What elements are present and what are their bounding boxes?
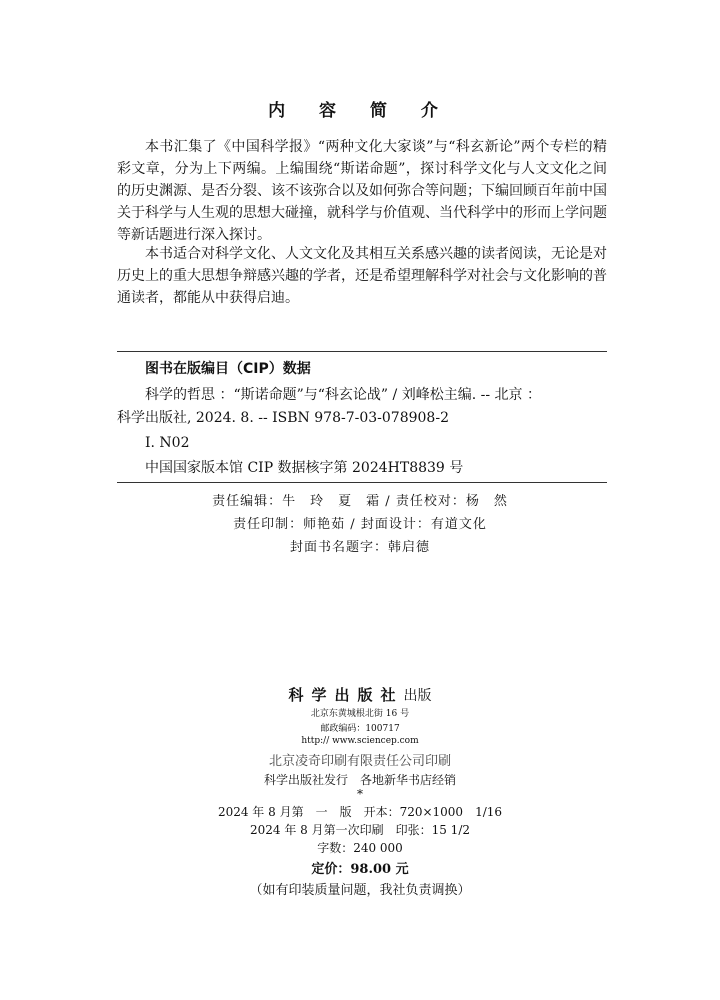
separator-star: * [357,787,363,801]
intro-paragraph-1: 本书汇集了《中国科学报》“两种文化大家谈”与“科玄新论”两个专栏的精彩文章，分为上下两编。上编围绕“斯诺命题”，探讨科学文化与人文文化之间的历史渊源、是否分裂、该不该弥合以及如何弥合等问题；下编回顾百年前中国关于科学与人生观的思想大碰撞，就科学与价值观、当代科学中的形而上学问题等新话题进行深入探讨。 [117,139,607,243]
credits-line-1: 责任编辑：牛 玲 夏 霜 / 责任校对：杨 然 [212,494,508,509]
publisher-address: 北京东黄城根北街 16 号 [310,709,410,719]
cip-line-4: 中国国家版本馆 CIP 数据核字第 2024HT8839 号 [145,460,464,476]
credits-line-3: 封面书名题字：韩启德 [289,540,430,555]
publisher-suffix: 出版 [403,688,432,704]
publisher-website: http:// www.sciencep.com [301,736,419,746]
publisher-name [0,684,720,705]
distribution-line: 科学出版社发行 各地新华书店经销 [263,773,456,787]
cip-line-2: 科学出版社, 2024. 8. -- ISBN 978-7-03-078908-2 [117,410,449,426]
publisher-postcode: 邮政编码：100717 [320,724,400,734]
word-count-line: 字数：240 000 [317,841,403,855]
intro-paragraph-2: 本书适合对科学文化、人文文化及其相互关系感兴趣的读者阅读，无论是对历史上的重大思想争辩感兴趣的学者，还是希望理解科学对社会与文化影响的普通读者，都能从中获得启迪。 [117,246,607,306]
printer-line: 北京凌奇印刷有限责任公司印刷 [268,754,451,769]
cip-heading: 图书在版编目（CIP）数据 [145,361,311,377]
printing-line: 2024 年 8 月第一次印刷 印张：15 1/2 [249,823,470,837]
cip-line-3: Ⅰ. N02 [145,435,190,451]
publisher-logo: 科学出版社 [288,686,404,704]
price-line: 定价：98.00 元 [311,862,409,877]
quality-notice: （如有印装质量问题，我社负责调换） [249,883,471,898]
cip-bottom-rule [117,482,607,483]
page-title: 内 容 简 介 [268,101,452,121]
credits-line-2: 责任印制：师艳茹 / 封面设计：有道文化 [233,517,487,532]
edition-line: 2024 年 8 月第 一 版 开本：720×1000 1/16 [217,805,503,819]
cip-line-1: 科学的哲思 ：“斯诺命题”与“科玄论战” / 刘峰松主编. -- 北京 ： [145,387,541,403]
cip-top-rule [117,351,607,352]
